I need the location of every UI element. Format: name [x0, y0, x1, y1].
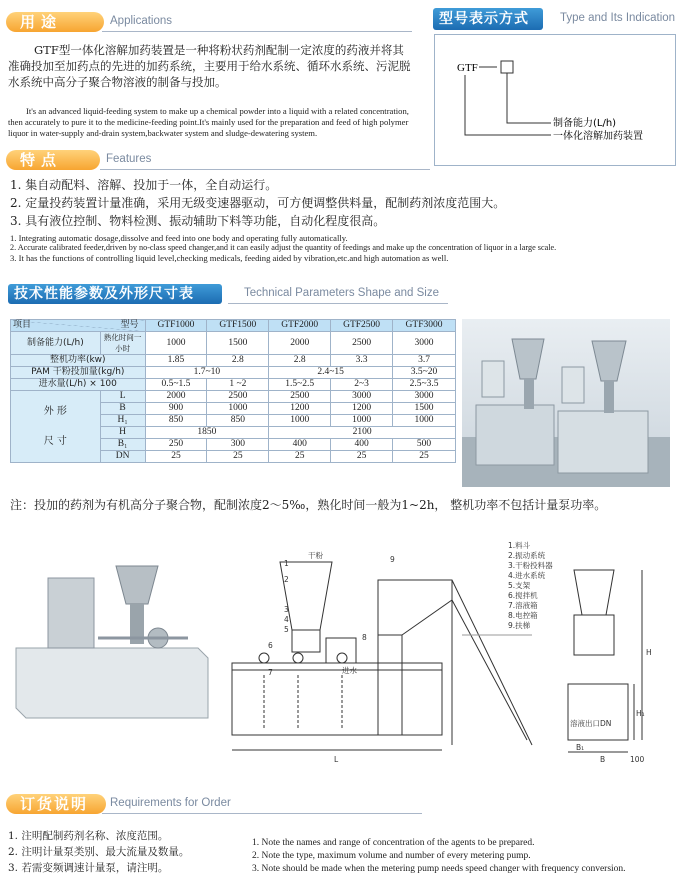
legend-item: 7.溶液箱: [508, 601, 538, 610]
order-header: [6, 794, 416, 814]
part-number: 5: [284, 625, 289, 634]
table-cell: 900: [145, 403, 207, 415]
table-cell: 1000: [269, 415, 331, 427]
table-cell: 3000: [393, 391, 456, 403]
technical-header: [8, 284, 448, 304]
model-cell: GTF2000: [269, 320, 331, 332]
type-label-capacity: 制备能力(L/h): [553, 118, 617, 129]
dim-H1-label: H₁: [636, 709, 645, 718]
model-cell: GTF1500: [207, 320, 269, 332]
table-cell: 3.7: [393, 355, 456, 367]
dim-B-label: B: [600, 755, 606, 764]
table-row: [11, 379, 456, 391]
table-cell: 1500: [207, 332, 269, 355]
row-label: 进水量(L/h) × 100: [11, 379, 146, 391]
part-number: 3: [284, 605, 289, 614]
feature-cn-3: 3. 具有液位控制、物料检测、振动辅助下料等功能，自动化程度很高。: [10, 214, 386, 228]
table-cell: 850: [145, 415, 207, 427]
applications-body-cn: GTF型一体化溶解加药装置是一种将粉状药剂配制一定浓度的药液并将其准确投加至加药点的先进的加药系统，主要用于给水系统、循环水系统、污泥脱水系统中高分子聚合物溶液的制备与投加。: [8, 43, 411, 89]
label-outlet: 溶液出口DN: [570, 719, 612, 728]
dim-name: L: [100, 391, 145, 403]
single-unit-illustration: [8, 558, 220, 726]
table-cell: 850: [207, 415, 269, 427]
table-cell: 1200: [269, 403, 331, 415]
features-title-cn: 特点: [6, 150, 100, 170]
model-cell: GTF3000: [393, 320, 456, 332]
feature-cn-1: 1. 集自动配料、溶解、投加于一体，全自动运行。: [10, 178, 278, 192]
table-row: [11, 332, 456, 355]
table-cell: 2500: [331, 332, 393, 355]
part-number: 9: [390, 555, 395, 564]
applications-header: [6, 12, 416, 32]
table-cell: 2500: [207, 391, 269, 403]
table-row: [11, 355, 456, 367]
feature-cn-2: 2. 定量投药装置计量准确，采用无级变速器驱动，可方便调整供料量，配制药剂浓度范围大。: [10, 196, 506, 210]
dim-B1-label: B₁: [576, 743, 585, 752]
table-cell: 25: [269, 451, 331, 463]
type-prefix: GTF: [457, 62, 478, 74]
table-cell: 250: [145, 439, 207, 451]
dim-name: DN: [100, 451, 145, 463]
type-title-cn: 型号表示方式: [433, 8, 543, 30]
table-cell: 0.5~1.5: [145, 379, 207, 391]
row-label: PAM 干粉投加量(kg/h): [11, 367, 146, 379]
table-cell: 2.5~3.5: [393, 379, 456, 391]
table-cell: 1000: [145, 332, 207, 355]
technical-title-cn: 技术性能参数及外形尺寸表: [8, 284, 222, 304]
order-title-en: Requirements for Order: [110, 797, 231, 809]
dim-L-label: L: [334, 755, 339, 764]
part-number: 7: [268, 668, 273, 677]
table-cell: 1.85: [145, 355, 207, 367]
technical-drawing: [222, 540, 682, 770]
drawing-legend: [508, 540, 553, 630]
legend-item: 3.干粉投料器: [508, 561, 553, 570]
table-cell: 1000: [331, 415, 393, 427]
table-cell: 500: [393, 439, 456, 451]
table-cell: 1000: [393, 415, 456, 427]
part-number: 4: [284, 615, 289, 624]
row-label: 制备能力(L/h): [11, 332, 101, 355]
table-cell: 3.5~20: [393, 367, 456, 379]
legend-item: 5.支架: [508, 581, 531, 590]
table-cell: 1000: [207, 403, 269, 415]
dim-name: B: [100, 403, 145, 415]
part-number: 1: [284, 559, 289, 568]
table-cell: 1.5~2.5: [269, 379, 331, 391]
header-model: 型号: [120, 320, 139, 330]
table-cell: 3000: [331, 391, 393, 403]
table-cell: 3.3: [331, 355, 393, 367]
legend-item: 9.扶梯: [508, 621, 531, 630]
features-list-en: [10, 233, 680, 263]
part-number: 8: [362, 633, 367, 642]
table-cell: 3000: [393, 332, 456, 355]
table-cell: 25: [331, 451, 393, 463]
row-label: 整机功率(kw): [11, 355, 146, 367]
header-rule: [100, 169, 430, 170]
features-list-cn: [10, 176, 680, 230]
table-cell: 2.4~15: [269, 367, 393, 379]
order-list-cn: [8, 828, 238, 876]
header-rule: [102, 813, 422, 814]
type-box-placeholder: [501, 61, 513, 73]
table-cell: 1200: [331, 403, 393, 415]
feature-en-1: 1. Integrating automatic dosage,dissolve and feed into one body and operating fully automatically.: [10, 233, 348, 243]
table-cell: 1 ~2: [207, 379, 269, 391]
order-cn-2: 2. 注明计量泵类别、最大流量及数量。: [8, 846, 190, 858]
table-cell: 2500: [269, 391, 331, 403]
table-row: [11, 367, 456, 379]
table-cell: 1.7~10: [145, 367, 269, 379]
applications-body-en: It's an advanced liquid-feeding system to make up a chemical powder into a liquid with a related concentration, then accurately to pure it to the medicine-feeding point.It's mainly used for the preparation and feed of high polymer liquor in water-supply and-drain system,backwater system and sludge-dewatering system.: [8, 106, 409, 138]
product-photo-single: [8, 558, 220, 726]
model-cell: GTF1000: [145, 320, 207, 332]
table-cell: 2~3: [331, 379, 393, 391]
product-photo-twin: [462, 319, 670, 487]
legend-item: 6.搅拌机: [508, 591, 538, 600]
applications-title-en: Applications: [110, 15, 173, 27]
product-photo-illustration: [462, 319, 670, 487]
table-header-row: [11, 320, 456, 332]
legend-item: 4.进水系统: [508, 571, 546, 580]
features-header: [6, 150, 416, 170]
tank-outline: [232, 663, 442, 735]
shape-label: [11, 391, 101, 463]
header-rule: [228, 303, 448, 304]
shape-label-2: 尺 寸: [43, 435, 67, 447]
label-dry: 干粉: [308, 551, 323, 560]
dim-name: B₁: [100, 439, 145, 451]
table-cell: 1850: [145, 427, 269, 439]
table-row: [11, 391, 456, 403]
features-title-en: Features: [106, 153, 152, 165]
order-cn-1: 1. 注明配制药剂名称、浓度范围。: [8, 830, 169, 842]
dim-H-label: H: [646, 648, 652, 657]
feature-en-2: 2. Accurate calibrated feeder,driven by no-class speed changer,and it can easily adjust the quantity of feedings and make up the concentration of liquor in a large scale.: [10, 243, 557, 252]
type-header: [433, 8, 678, 30]
shape-label-1: 外 形: [43, 405, 67, 417]
legend-item: 8.电控箱: [508, 611, 538, 620]
type-title-en: Type and Its Indication: [560, 12, 676, 24]
dim-name: H: [100, 427, 145, 439]
row-sublabel: 熟化时间一小时: [100, 332, 145, 355]
order-en-2: 2. Note the type, maximum volume and number of every metering pump.: [252, 851, 531, 861]
order-en-1: 1. Note the names and range of concentration of the agents to be prepared.: [252, 838, 535, 848]
table-cell: 400: [269, 439, 331, 451]
type-label-device: 一体化溶解加药装置: [553, 131, 643, 142]
applications-title-cn: 用途: [6, 12, 104, 32]
legend-item: 1.料斗: [508, 541, 531, 550]
spec-table: [10, 319, 456, 463]
table-cell: 400: [331, 439, 393, 451]
order-title-cn: 订货说明: [6, 794, 106, 814]
order-en-3: 3. Note should be made when the metering pump needs speed changer with frequency conversion.: [252, 864, 626, 874]
table-cell: 1500: [393, 403, 456, 415]
part-number: 6: [268, 641, 273, 650]
table-cell: 25: [393, 451, 456, 463]
table-cell: 25: [207, 451, 269, 463]
header-item: 项目: [13, 320, 32, 330]
technical-note: 注：投加的药剂为有机高分子聚合物，配制浓度2～5‰，熟化时间一般为1~2h， 整机功率不包括计量泵功率。: [10, 498, 607, 512]
legend-item: 2.振动系统: [508, 551, 546, 560]
table-cell: 2100: [269, 427, 456, 439]
table-cell: 2000: [269, 332, 331, 355]
dim-100-label: 100: [630, 755, 645, 764]
table-cell: 2.8: [269, 355, 331, 367]
dim-name: H₁: [100, 415, 145, 427]
technical-title-en: Technical Parameters Shape and Size: [244, 287, 439, 299]
order-cn-3: 3. 若需变频调速计量泵，请注明。: [8, 862, 169, 874]
feature-en-3: 3. It has the functions of controlling liquid level,checking medicals, feeding aided by vibration,etc.and high automation as well.: [10, 253, 449, 263]
model-cell: GTF2500: [331, 320, 393, 332]
type-diagram: [435, 35, 675, 165]
part-number: 2: [284, 575, 289, 584]
header-rule: [102, 31, 412, 32]
type-box: [434, 34, 676, 166]
order-list-en: [252, 837, 680, 876]
table-cell: 2.8: [207, 355, 269, 367]
table-cell: 25: [145, 451, 207, 463]
table-cell: 2000: [145, 391, 207, 403]
label-inlet: 进水: [342, 666, 357, 675]
table-cell: 300: [207, 439, 269, 451]
